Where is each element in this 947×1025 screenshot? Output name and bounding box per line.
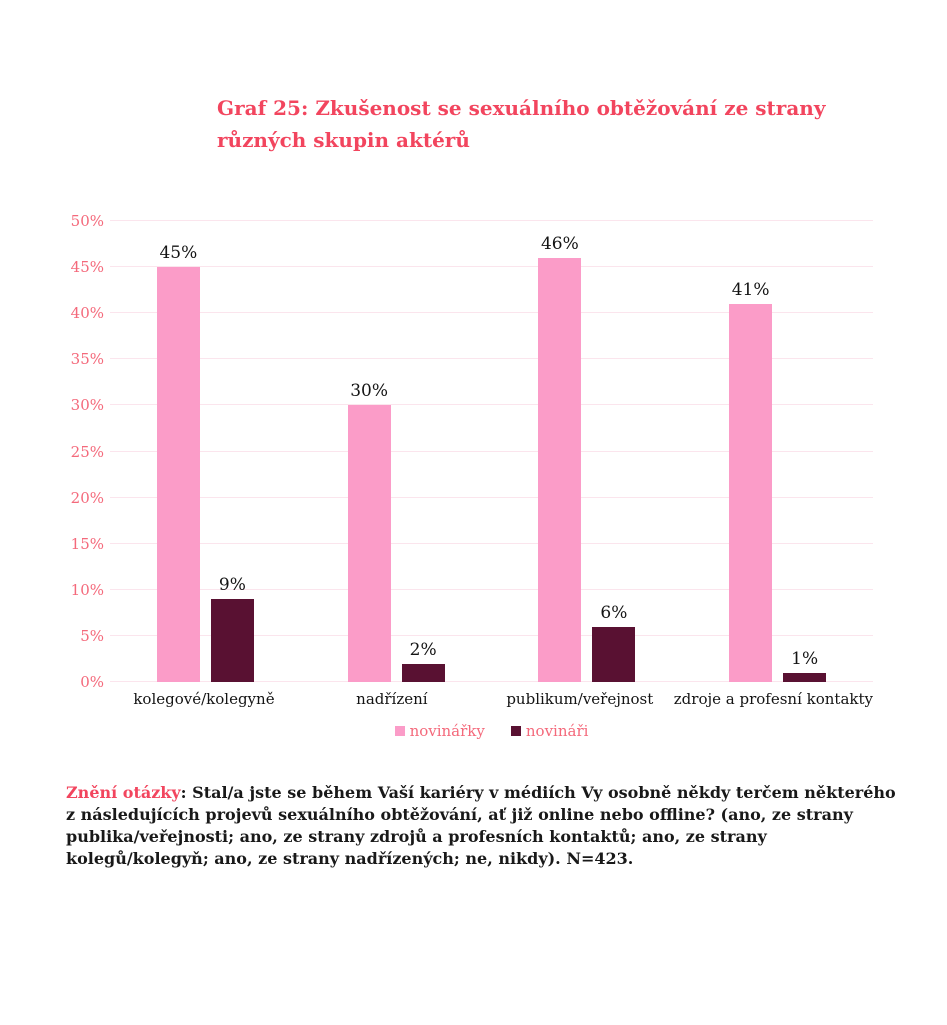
bar-value-label: 30% bbox=[350, 381, 389, 402]
bar-with-label bbox=[402, 221, 445, 682]
y-axis-tick: 40% bbox=[70, 304, 104, 323]
y-axis-tick: 0% bbox=[80, 673, 104, 691]
bar-group bbox=[110, 221, 301, 682]
bar-novinářky bbox=[729, 304, 772, 682]
bar-with-label bbox=[729, 221, 772, 682]
legend-item bbox=[511, 722, 589, 740]
y-axis-tick: 35% bbox=[70, 350, 104, 369]
y-axis-tick: 50% bbox=[70, 212, 104, 230]
question-footnote bbox=[66, 782, 898, 870]
bar-novináři bbox=[402, 664, 445, 682]
chart-title: Graf 25: Zkušenost se sexuálního obtěžování ze strany různých skupin aktérů bbox=[217, 96, 826, 152]
legend-label: novináři bbox=[525, 722, 589, 740]
bar-pair bbox=[301, 221, 492, 682]
bar-value-label: 9% bbox=[218, 575, 246, 596]
legend-swatch-icon bbox=[395, 726, 405, 736]
y-axis-tick: 25% bbox=[70, 442, 104, 461]
bar-value-label: 45% bbox=[159, 243, 198, 264]
bar-novinářky bbox=[538, 258, 581, 682]
bar-novináři bbox=[592, 627, 635, 682]
y-axis-tick-labels bbox=[30, 212, 104, 691]
bar-pair bbox=[492, 221, 683, 682]
y-axis-tick: 45% bbox=[70, 258, 104, 277]
bar-pair bbox=[682, 221, 873, 682]
footnote-lead: Znění otázky bbox=[66, 783, 181, 802]
bar-pair bbox=[110, 221, 301, 682]
y-axis-tick: 30% bbox=[70, 396, 104, 415]
footnote-body: : Stal/a jste se během Vaší kariéry v médiích Vy osobně někdy terčem některého z následujících projevů sexuálního obtěžování, ať již online nebo offline? (ano, ze strany publika/veřejnosti; ano, ze strany zdrojů a profesních kontaktů; ano, ze strany kolegů/kolegyň; ano, ze strany nadřízených; ne, nikdy). N=423. bbox=[66, 783, 896, 868]
bar-with-label bbox=[783, 221, 826, 682]
bar-value-label: 6% bbox=[600, 602, 628, 623]
chart-legend bbox=[110, 722, 873, 740]
y-axis-tick: 20% bbox=[70, 488, 104, 507]
bar-groups bbox=[110, 221, 873, 682]
bar-with-label bbox=[211, 221, 254, 682]
bar-novináři bbox=[211, 599, 254, 682]
bar-novinářky bbox=[348, 405, 391, 682]
x-axis-category-labels bbox=[110, 690, 873, 708]
legend-swatch-icon bbox=[511, 726, 521, 736]
bar-group bbox=[682, 221, 873, 682]
bar-novinářky bbox=[157, 267, 200, 682]
x-axis-category-label: kolegové/kolegyně bbox=[133, 690, 275, 708]
bar-value-label: 2% bbox=[409, 639, 437, 660]
plot-area bbox=[110, 221, 873, 682]
x-axis-category-label: publikum/veřejnost bbox=[506, 690, 654, 708]
bar-novináři bbox=[783, 673, 826, 682]
legend-item bbox=[395, 722, 485, 740]
y-axis-tick: 5% bbox=[80, 626, 104, 645]
bar-with-label bbox=[538, 221, 581, 682]
x-axis-category-label: zdroje a profesní kontakty bbox=[673, 690, 873, 708]
bar-group bbox=[492, 221, 683, 682]
bar-with-label bbox=[157, 221, 200, 682]
bar-with-label bbox=[592, 221, 635, 682]
y-axis-tick: 15% bbox=[70, 534, 104, 553]
y-axis-tick: 10% bbox=[70, 580, 104, 599]
x-axis-category-label: nadřízení bbox=[356, 690, 428, 708]
bar-value-label: 1% bbox=[791, 648, 819, 669]
bar-with-label bbox=[348, 221, 391, 682]
bar-group bbox=[301, 221, 492, 682]
bar-value-label: 41% bbox=[731, 279, 770, 300]
legend-label: novinářky bbox=[409, 722, 485, 740]
bar-value-label: 46% bbox=[540, 233, 579, 254]
